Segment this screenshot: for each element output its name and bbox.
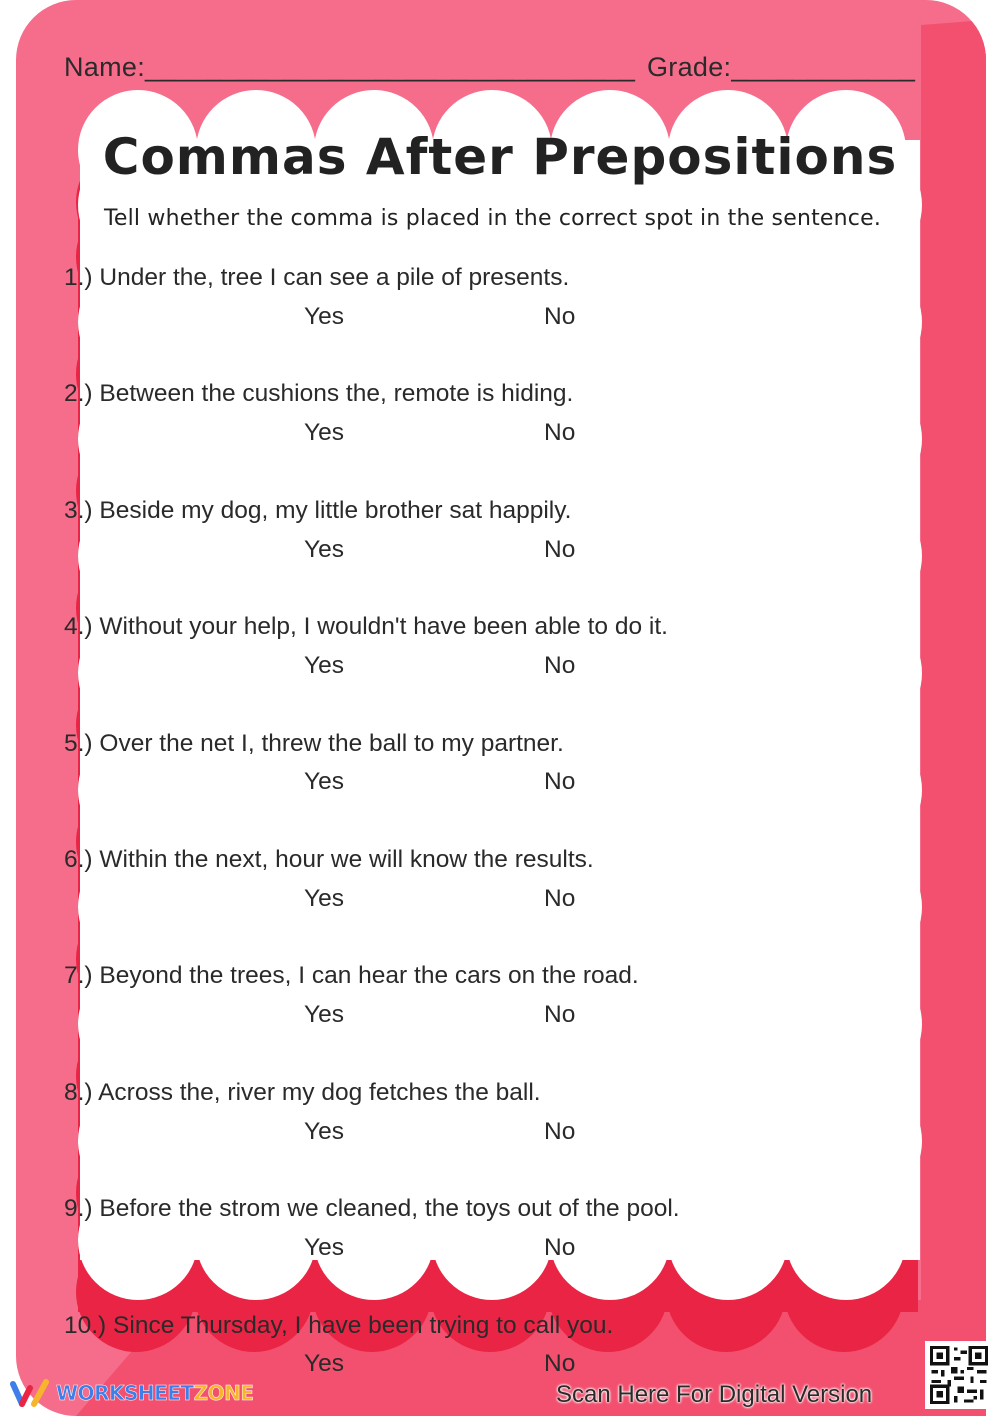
answer-yes-1[interactable]: Yes [304, 303, 344, 330]
worksheetzone-logo-icon [10, 1378, 52, 1408]
question-9: 9.) Before the strom we cleaned, the toys out of the pool. [64, 1195, 680, 1222]
answer-no-9[interactable]: No [544, 1234, 576, 1261]
answer-no-1[interactable]: No [544, 303, 576, 330]
answer-no-5[interactable]: No [544, 768, 576, 795]
answer-no-2[interactable]: No [544, 419, 576, 446]
question-6: 6.) Within the next, hour we will know the results. [64, 846, 594, 873]
answer-no-3[interactable]: No [544, 536, 576, 563]
question-4: 4.) Without your help, I wouldn't have been able to do it. [64, 613, 668, 640]
answer-yes-3[interactable]: Yes [304, 536, 344, 563]
answer-no-4[interactable]: No [544, 652, 576, 679]
question-5: 5.) Over the net I, threw the ball to my partner. [64, 730, 564, 757]
worksheet-title: Commas After Prepositions [102, 128, 898, 186]
student-info-header [64, 52, 916, 83]
answer-yes-5[interactable]: Yes [304, 768, 344, 795]
answer-yes-2[interactable]: Yes [304, 419, 344, 446]
logo-text: WORKSHEETZONE [56, 1381, 254, 1405]
scan-instruction: Scan Here For Digital Version [556, 1381, 873, 1408]
answer-yes-7[interactable]: Yes [304, 1001, 344, 1028]
grade-field[interactable]: Grade:____________ [647, 52, 916, 82]
answer-no-7[interactable]: No [544, 1001, 576, 1028]
answer-yes-8[interactable]: Yes [304, 1118, 344, 1145]
answer-yes-10[interactable]: Yes [304, 1350, 344, 1377]
answer-no-10[interactable]: No [544, 1350, 576, 1377]
question-10: 10.) Since Thursday, I have been trying to call you. [64, 1312, 614, 1339]
answer-yes-6[interactable]: Yes [304, 885, 344, 912]
answer-no-8[interactable]: No [544, 1118, 576, 1145]
answer-yes-4[interactable]: Yes [304, 652, 344, 679]
question-1: 1.) Under the, tree I can see a pile of presents. [64, 264, 570, 291]
qr-code-icon[interactable] [925, 1341, 993, 1409]
instructions: Tell whether the comma is placed in the correct spot in the sentence. [103, 206, 882, 231]
question-8: 8.) Across the, river my dog fetches the ball. [64, 1079, 541, 1106]
question-7: 7.) Beyond the trees, I can hear the cars on the road. [64, 962, 639, 989]
question-2: 2.) Between the cushions the, remote is hiding. [64, 380, 574, 407]
answer-no-6[interactable]: No [544, 885, 576, 912]
worksheetzone-logo[interactable] [10, 1378, 253, 1408]
answer-yes-9[interactable]: Yes [304, 1234, 344, 1261]
name-field[interactable]: Name:________________________________ [64, 52, 636, 82]
question-3: 3.) Beside my dog, my little brother sat happily. [64, 497, 572, 524]
